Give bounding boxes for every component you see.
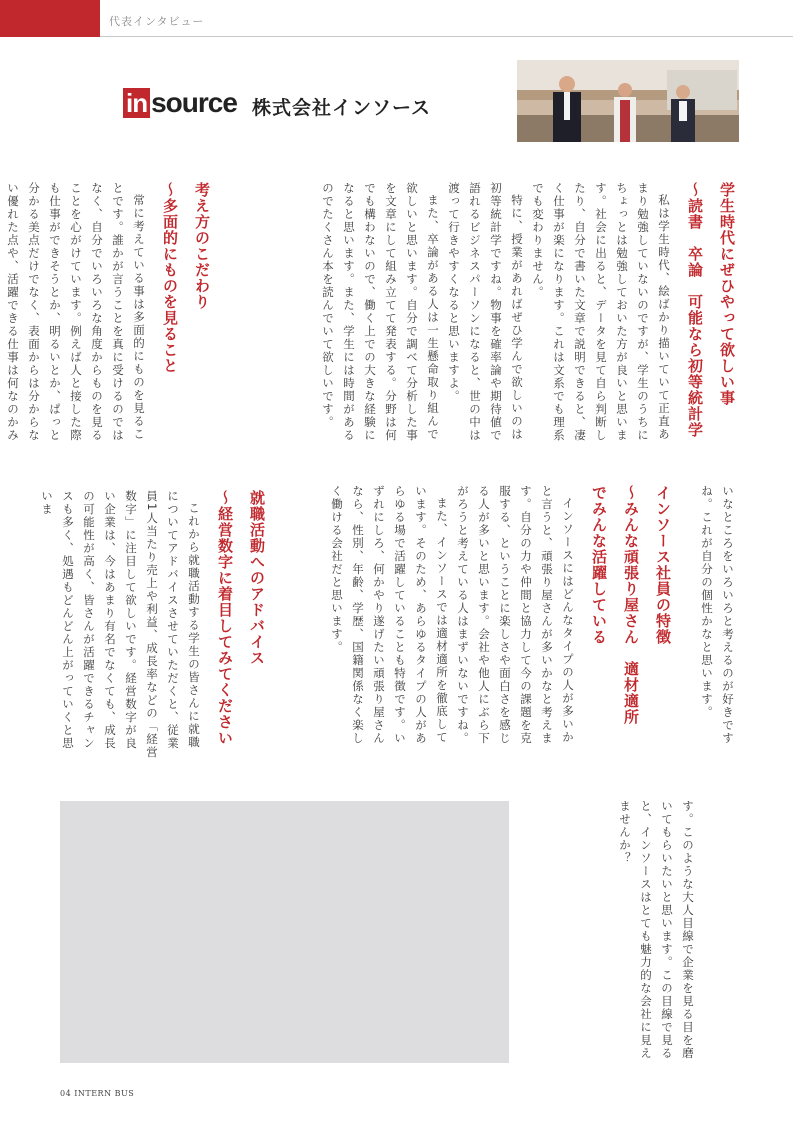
paragraph: これから就職活動する学生の皆さんに就職についてアドバイスさせていただくと、従業員1人当たり売上や利益、成長率などの「経営数字」に注目して欲しいです。経営数字が良い企業は、今はあまり有名でなくても、成長の可能性が高く、皆さんが活躍できるチャンスも多く、処遇もどんどん上がっていくと思いま [40, 490, 201, 759]
heading-study-1: 学生時代にぜひやって欲しい事 [718, 182, 736, 406]
company-name: 株式会社インソース [252, 97, 432, 119]
section-job-hunting [36, 490, 268, 760]
logo-source: source [151, 87, 237, 118]
section-study-advice [317, 182, 738, 447]
paragraph: 特に、授業があればぜひ学んで欲しいのは初等統計学ですね。物事を確率論や期待値で語れるビジネスパーソンになると、世の中は渡って行きやすくなると思いますよ。 [447, 182, 524, 442]
paragraph-continued: す。このような大人目線で企業を見る目を磨いてもらいたいと思います。この目線で見ると、インソースはとても魅力的な会社に見えませんか？ [618, 800, 695, 1060]
paragraph: 常に考えている事は多面的にものを見ることです。誰かが言うことを真に受けるのではなく、自分でいろいろな角度からものを見ることを心がけています。例えば人と接した際も仕事ができそうとか、明るいとか、ぱっと分かる美点だけでなく、表面からは分からない優れた点や、活躍できる仕事は何なのかみ [6, 182, 146, 442]
section-tab [0, 0, 100, 37]
paragraph: インソースにはどんなタイプの人が多いかと言うと、頑張り屋さんが多いかなと考えます。自分の力や仲間と協力して今の課題を克服する、ということに楽しさや面白さを感じる人が多いと思います。会社や他人にぶら下がろうと考えている人はまずいないですね。 [456, 485, 575, 745]
paragraph: 私は学生時代、絵ばかり描いていて正直あまり勉強していないのですが、学生のうちにちょっとは勉強しておいた方が良いと思います。社会に出ると、データを見て自ら判断したり、自分で書いた文章で説明できると、凄く仕事が楽になります。これは文系でも理系でも変わりません。 [531, 182, 671, 442]
staff-photo [517, 60, 739, 142]
heading-employees-3: でみんな活躍している [590, 485, 608, 645]
heading-job-2: ～経営数字に着目してみてください [216, 490, 234, 746]
paragraph-continued: いなところをいろいろと考えるのが好きですね。これが自分の個性かなと思います。 [700, 485, 735, 745]
section-job-hunting-continued [614, 800, 698, 1065]
section-label: 代表インタビュー [109, 15, 205, 28]
heading-job-1: 就職活動へのアドバイス [248, 490, 266, 666]
header-divider [100, 36, 793, 37]
section-employees [326, 485, 738, 755]
paragraph: また、インソースでは適材適所を徹底しています。そのため、あらゆるタイプの人があらゆる場で活躍していることも特徴です。いずれにしろ、何かやり遂げたい頑張り屋さんなら、性別、年齢、学歴、国籍関係なく楽しく働ける会社だと思います。 [330, 485, 449, 745]
heading-employees-1: インソース社員の特徴 [654, 485, 672, 645]
heading-study-2: ～読書 卒論 可能なら初等統計学 [686, 182, 704, 438]
heading-thinking-2: ～多面的にものを見ること [161, 182, 179, 374]
image-placeholder [60, 801, 509, 1063]
heading-employees-2: ～みんな頑張り屋さん 適材適所 [622, 485, 640, 725]
heading-thinking-1: 考え方のこだわり [193, 182, 211, 310]
section-thinking [0, 182, 213, 447]
page-footer: 04 INTERN BUS [60, 1089, 135, 1098]
logo-in: in [123, 88, 150, 118]
paragraph: また、卒論がある人は一生懸命取り組んで欲しいと思います。自分で調べて分析した事を文章にして組み立てて発表する。分野は何でも構わないので、働く上での大きな経験になると思います。また、学生には時間があるのでたくさん本を読んでいて欲しいです。 [321, 182, 440, 442]
company-logo [123, 88, 237, 118]
